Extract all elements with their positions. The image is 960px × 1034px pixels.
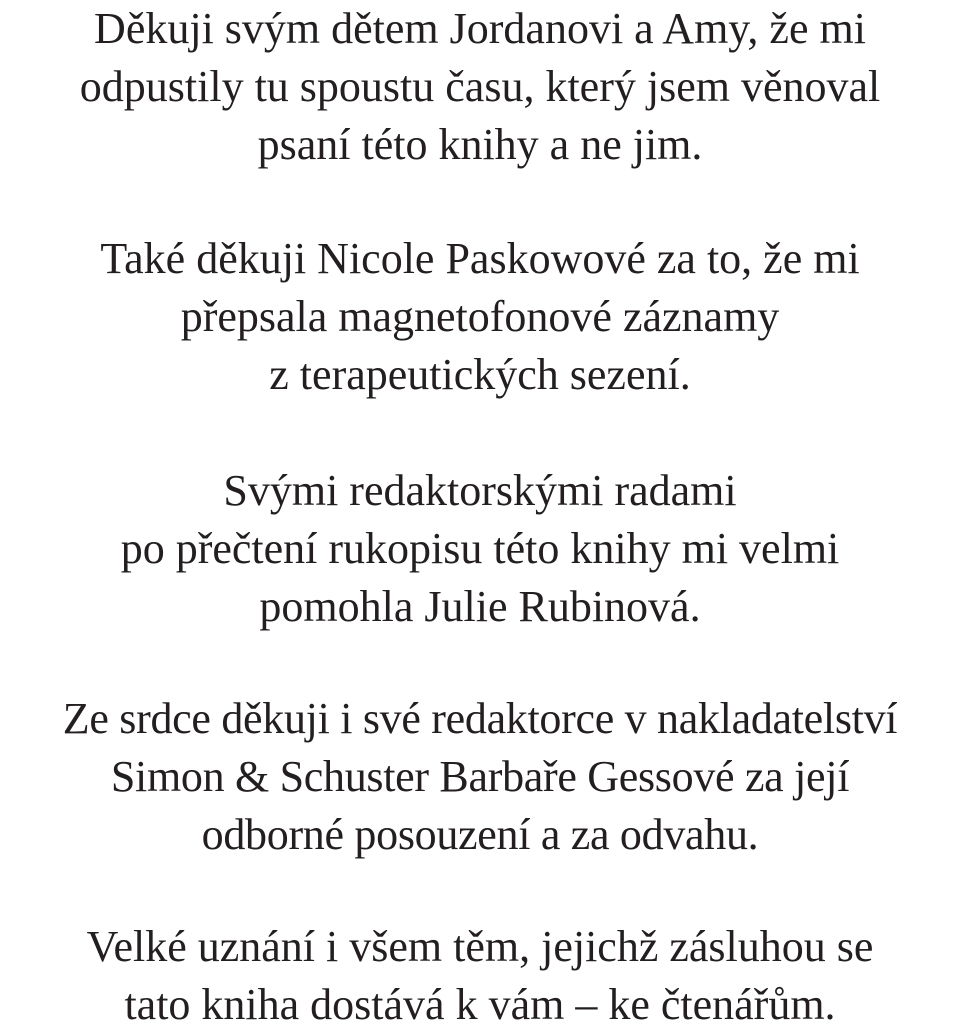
text-line: odpustily tu spoustu času, který jsem věnoval bbox=[79, 62, 881, 111]
paragraph-editor bbox=[0, 690, 960, 864]
text-line: tato kniha dostává k vám – ke čtenářům. bbox=[124, 980, 836, 1029]
text-line: z terapeutických sezení. bbox=[269, 350, 691, 399]
text-line: po přečtení rukopisu této knihy mi velmi bbox=[120, 524, 840, 573]
text-line: pomohla Julie Rubinová. bbox=[259, 582, 701, 631]
text-line: Velké uznání i všem těm, jejichž zásluhou se bbox=[86, 922, 874, 971]
paragraph-children bbox=[0, 0, 960, 174]
paragraph-manuscript-review bbox=[0, 462, 960, 636]
paragraph-readers bbox=[0, 918, 960, 1034]
paragraph-transcription bbox=[0, 230, 960, 404]
text-line: psaní této knihy a ne jim. bbox=[257, 120, 703, 169]
text-line: Děkuji svým dětem Jordanovi a Amy, že mi bbox=[94, 4, 866, 53]
text-line: Ze srdce děkuji i své redaktorce v nakladatelství bbox=[62, 694, 898, 743]
text-line: Také děkuji Nicole Paskowové za to, že mi bbox=[100, 234, 860, 283]
text-line: Svými redaktorskými radami bbox=[223, 466, 737, 515]
text-line: odborné posouzení a za odvahu. bbox=[201, 810, 759, 859]
text-line: přepsala magnetofonové záznamy bbox=[180, 292, 780, 341]
text-line: Simon & Schuster Barbaře Gessové za její bbox=[110, 752, 850, 801]
